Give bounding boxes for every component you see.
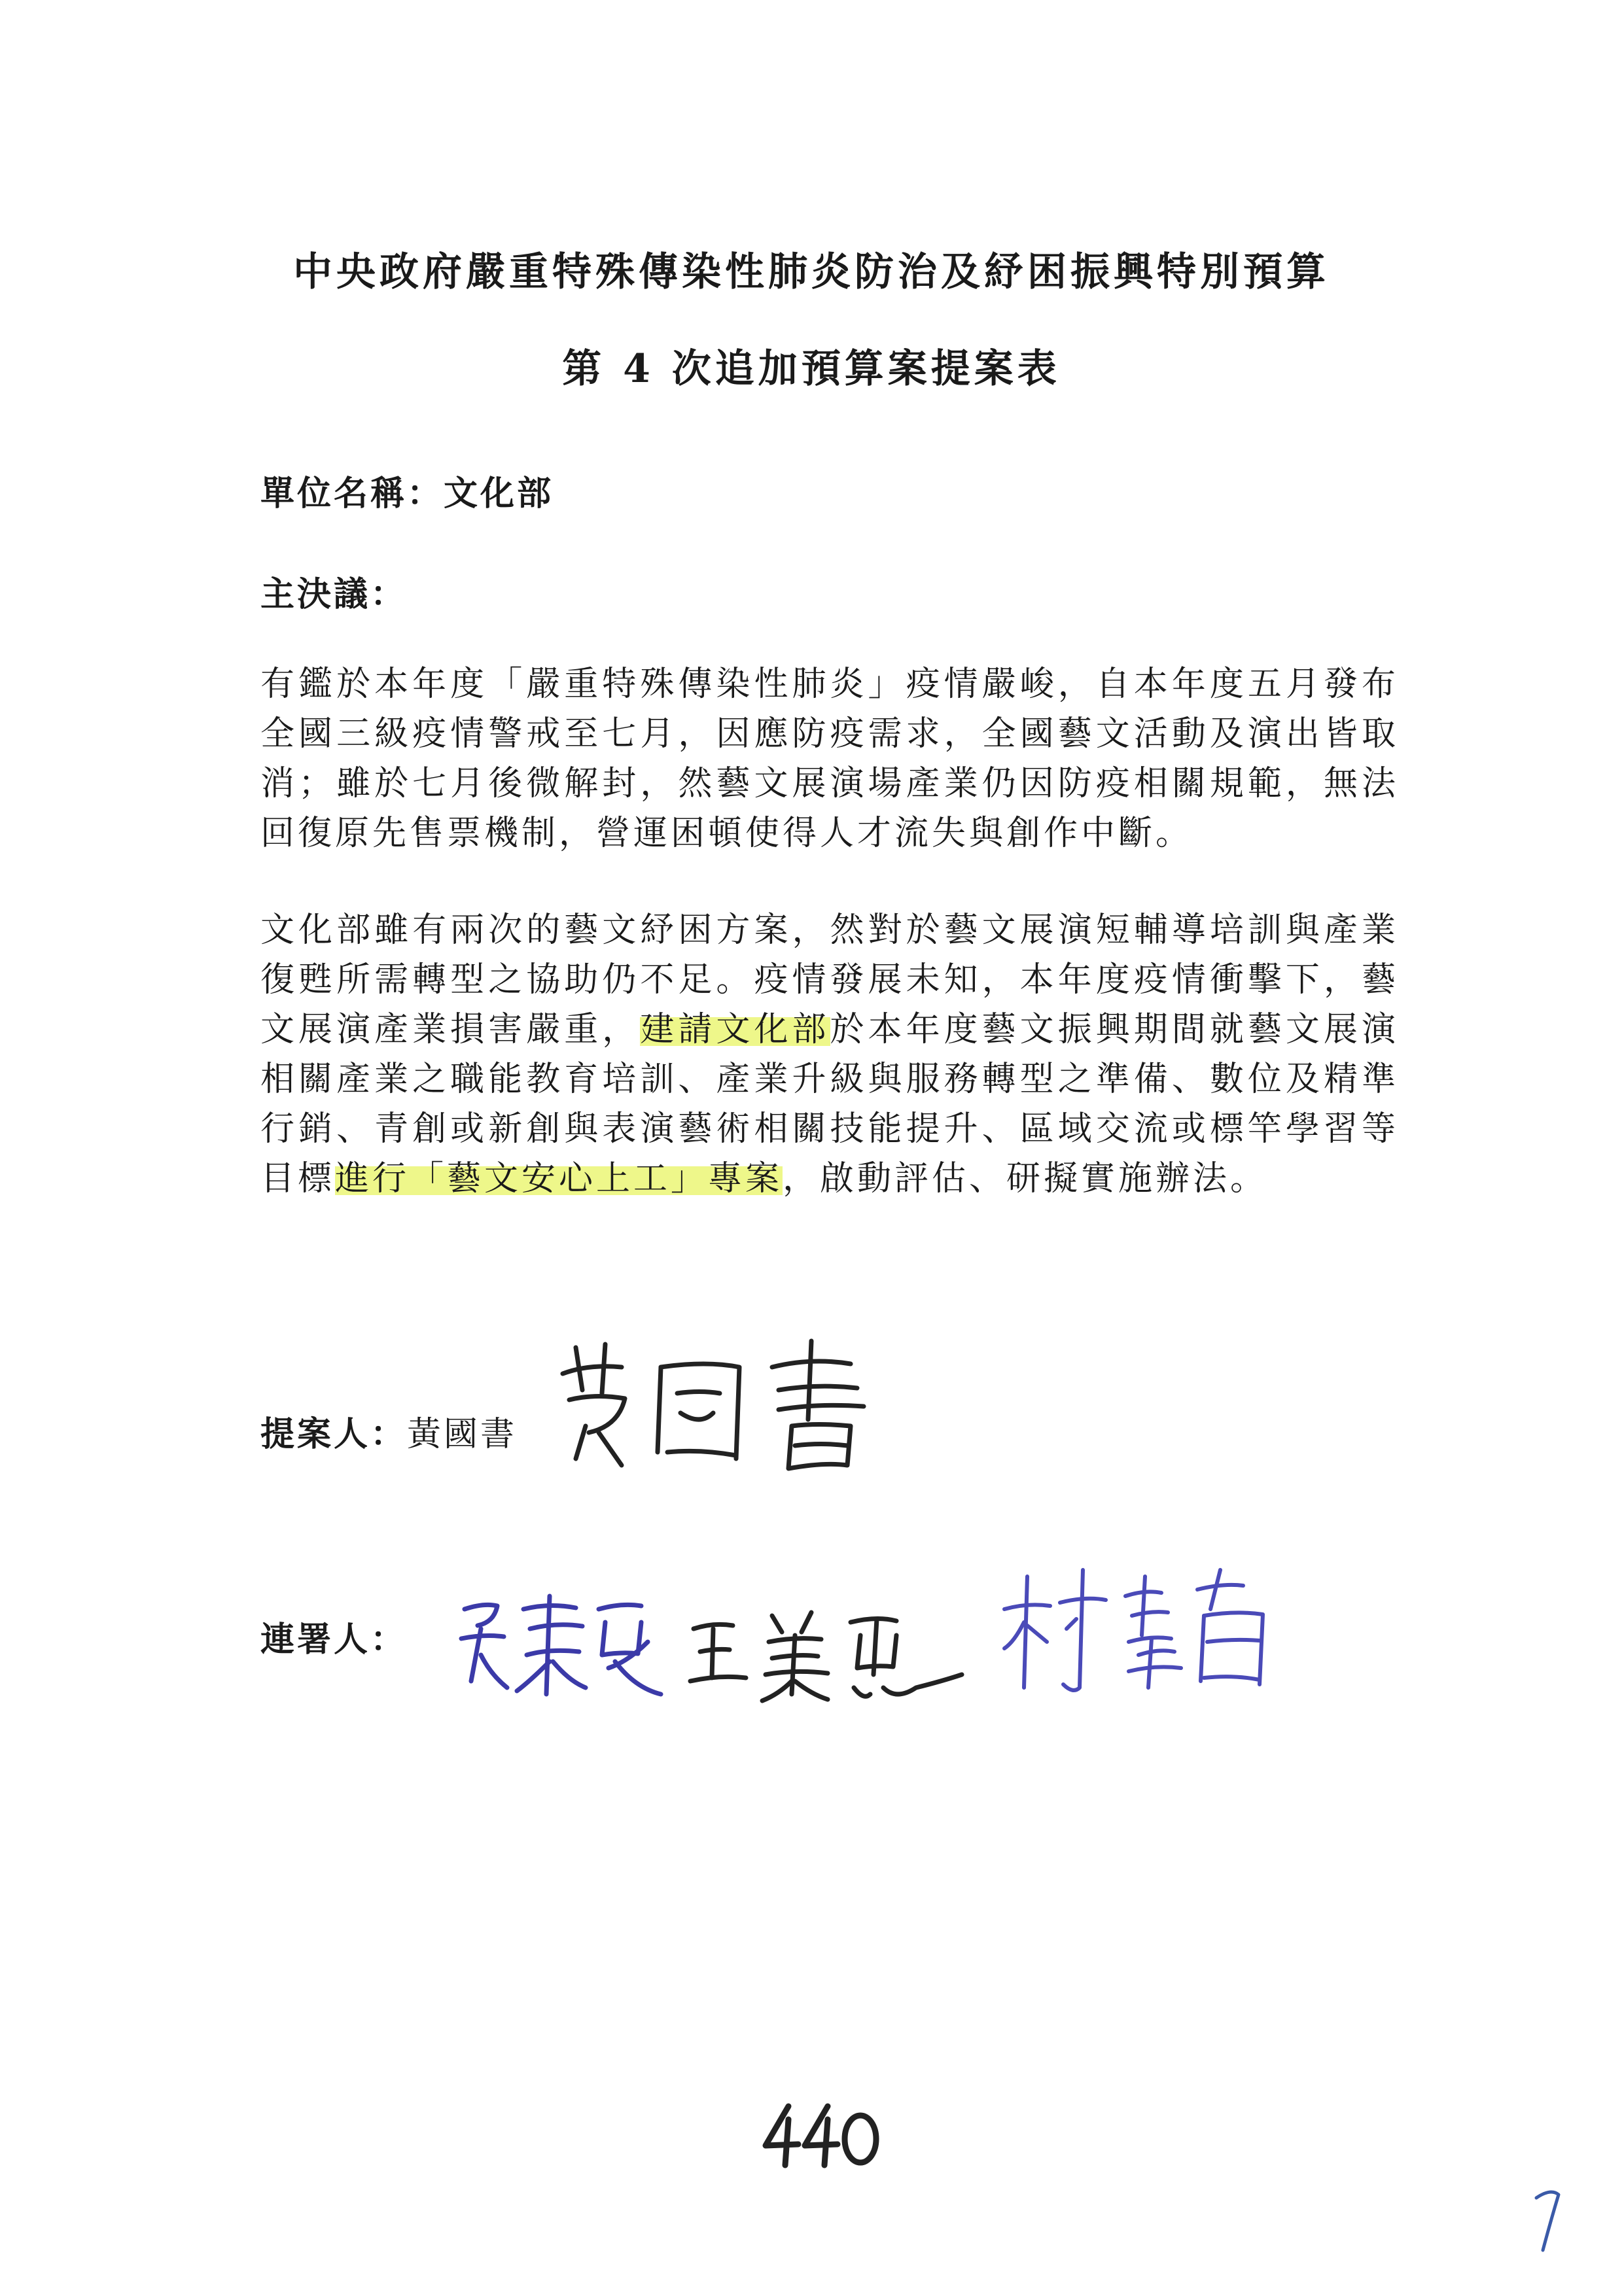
main-resolution-label: 主決議： — [260, 574, 408, 614]
highlighted-phrase-2: 進行「藝文安心上工」專案 — [335, 1159, 783, 1198]
page-number-handwritten — [759, 2100, 883, 2174]
unit-name-row — [260, 466, 554, 515]
corner-handwritten-mark — [1531, 2185, 1564, 2259]
highlighted-phrase-1: 建請文化部 — [640, 1010, 830, 1049]
cosigner-signature-2 — [680, 1596, 968, 1714]
document-title-line-1: 中央政府嚴重特殊傳染性肺炎防治及紓困振興特別預算 — [293, 249, 1330, 295]
unit-name-label: 單位名稱： — [260, 474, 444, 513]
cosigner-signature-3 — [995, 1557, 1296, 1701]
unit-name-value: 文化部 — [444, 474, 554, 513]
proposer-row — [260, 1406, 517, 1455]
proposer-label: 提案人： — [260, 1414, 408, 1454]
paragraph-2-text-c: ，啟動評估、研擬實施辦法。 — [783, 1159, 1268, 1198]
document-title-line-2: 第 4 次追加預算案提案表 — [562, 346, 1061, 392]
paragraph-2-text-b: 於本年度藝文振興期間就藝文展演相關產業之職能教育培訓、產業升級與服務轉型之準備、數位及精準行銷、青創或新創與表演藝術相關技能提升、區域交流或標竿學習等目標 — [260, 1010, 1399, 1198]
resolution-paragraph-1: 有鑑於本年度「嚴重特殊傳染性肺炎」疫情嚴峻，自本年度五月發布全國三級疫情警戒至七月，因應防疫需求，全國藝文活動及演出皆取消；雖於七月後微解封，然藝文展演場產業仍因防疫相關規範，無法回復原先售票機制，營運困頓使得人才流失與創作中斷。 — [260, 665, 1399, 853]
proposer-signature — [550, 1328, 890, 1478]
cosigners-label: 連署人： — [260, 1620, 408, 1660]
cosigner-signature-1 — [451, 1583, 674, 1714]
paragraph-2-text-a: 文化部雖有兩次的藝文紓困方案，然對於藝文展演短輔導培訓與產業復甦所需轉型之協助仍不足。疫情發展未知，本年度疫情衝擊下，藝文展演產業損害嚴重， — [260, 911, 1399, 1049]
resolution-paragraph-2 — [260, 905, 1399, 1204]
proposer-name: 黃國書 — [407, 1415, 518, 1454]
